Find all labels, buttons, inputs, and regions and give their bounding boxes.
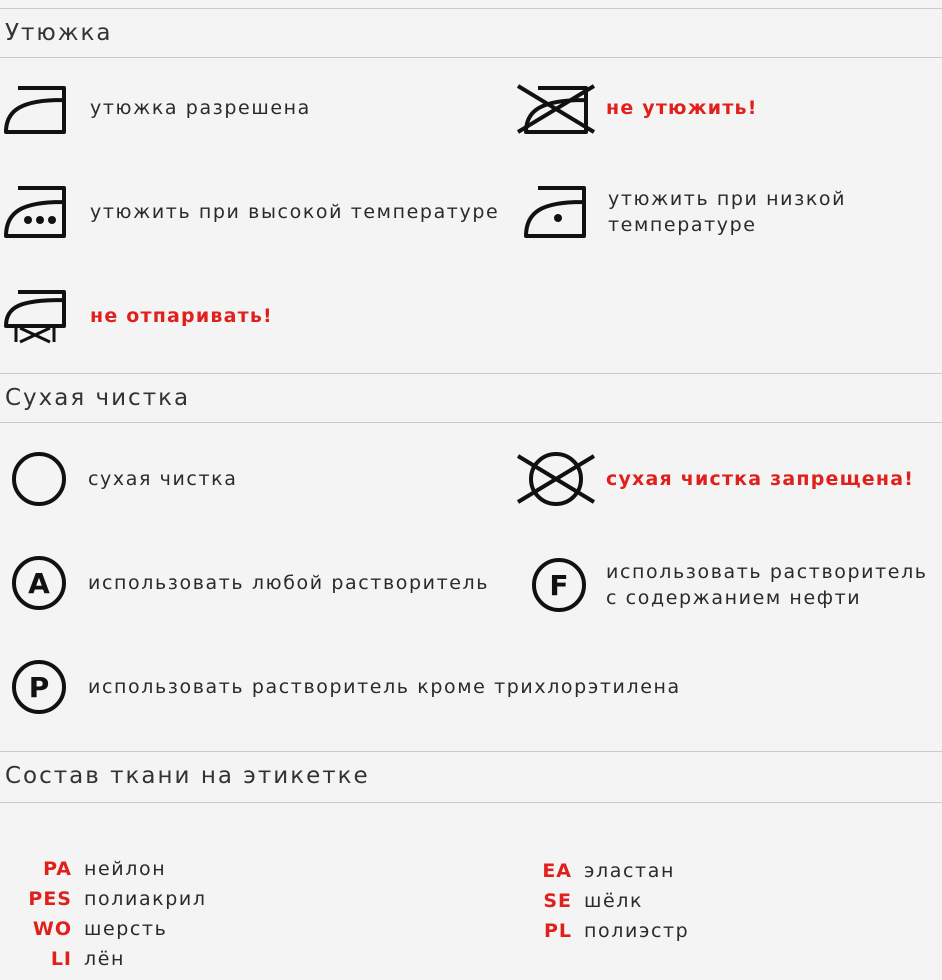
no-dry-clean-item xyxy=(516,450,914,508)
fabric-code: PES xyxy=(28,888,72,910)
fabric-name: шёлк xyxy=(584,890,644,912)
fabric-row xyxy=(530,890,643,912)
fabric-name: лён xyxy=(84,948,126,970)
iron-three-dots-icon xyxy=(4,184,70,240)
section-header-ironing xyxy=(0,8,942,58)
iron-low-temp-label: утюжить при низкой температуре xyxy=(608,188,847,236)
iron-low-temp-item xyxy=(524,184,938,240)
fabric-name: шерсть xyxy=(84,918,168,940)
letter-a: A xyxy=(28,567,50,600)
circle-letter-p-icon xyxy=(10,658,68,716)
iron-no-steam-icon xyxy=(4,288,70,344)
fabric-name: полиэстр xyxy=(584,920,690,942)
except-trichlor-label: использовать растворитель кроме трихлорэтилена xyxy=(88,676,681,698)
iron-one-dot-icon xyxy=(524,184,590,240)
except-trichlor-item xyxy=(10,658,681,716)
crossed-iron-icon xyxy=(516,80,596,136)
crossed-circle-icon xyxy=(516,450,596,508)
circle-icon xyxy=(10,450,68,508)
fabric-row xyxy=(530,920,689,942)
no-steam-item xyxy=(4,288,273,344)
dry-clean-label: сухая чистка xyxy=(88,468,238,490)
fabric-name: полиакрил xyxy=(84,888,207,910)
iron-icon xyxy=(4,80,70,136)
fabric-code: EA xyxy=(542,860,572,882)
oil-solvent-label: использовать растворитель с содержанием нефти xyxy=(606,561,928,609)
section-header-dry-cleaning xyxy=(0,373,942,423)
iron-allowed-label: утюжка разрешена xyxy=(90,97,311,119)
fabric-row xyxy=(20,948,125,970)
fabric-row xyxy=(20,918,167,940)
iron-high-temp-label: утюжить при высокой температуре xyxy=(90,201,500,223)
fabric-code: WO xyxy=(32,918,72,940)
fabric-code: PA xyxy=(43,858,72,880)
iron-high-temp-item xyxy=(4,184,499,240)
fabric-row xyxy=(20,888,207,910)
fabric-row xyxy=(20,858,166,880)
letter-f: F xyxy=(549,569,569,602)
no-steam-label: не отпаривать! xyxy=(90,305,273,327)
letter-p: P xyxy=(28,671,50,704)
dry-clean-item xyxy=(10,450,237,508)
any-solvent-item xyxy=(10,554,489,612)
section-title-ironing: Утюжка xyxy=(5,20,113,46)
any-solvent-label: использовать любой растворитель xyxy=(88,572,490,594)
section-title-fabric: Состав ткани на этикетке xyxy=(5,763,370,789)
fabric-name: нейлон xyxy=(84,858,167,880)
no-iron-item xyxy=(516,80,758,136)
circle-letter-f-icon xyxy=(530,556,588,614)
fabric-row xyxy=(530,860,675,882)
no-iron-label: не утюжить! xyxy=(606,97,758,119)
iron-allowed-item xyxy=(4,80,311,136)
fabric-code: PL xyxy=(543,920,572,942)
no-dry-clean-label: сухая чистка запрещена! xyxy=(606,468,915,490)
section-title-dry-cleaning: Сухая чистка xyxy=(5,385,191,411)
fabric-code: LI xyxy=(50,948,72,970)
fabric-code: SE xyxy=(543,890,572,912)
oil-solvent-item xyxy=(530,556,936,614)
circle-letter-a-icon xyxy=(10,554,68,612)
section-header-fabric xyxy=(0,751,942,803)
fabric-name: эластан xyxy=(584,860,675,882)
